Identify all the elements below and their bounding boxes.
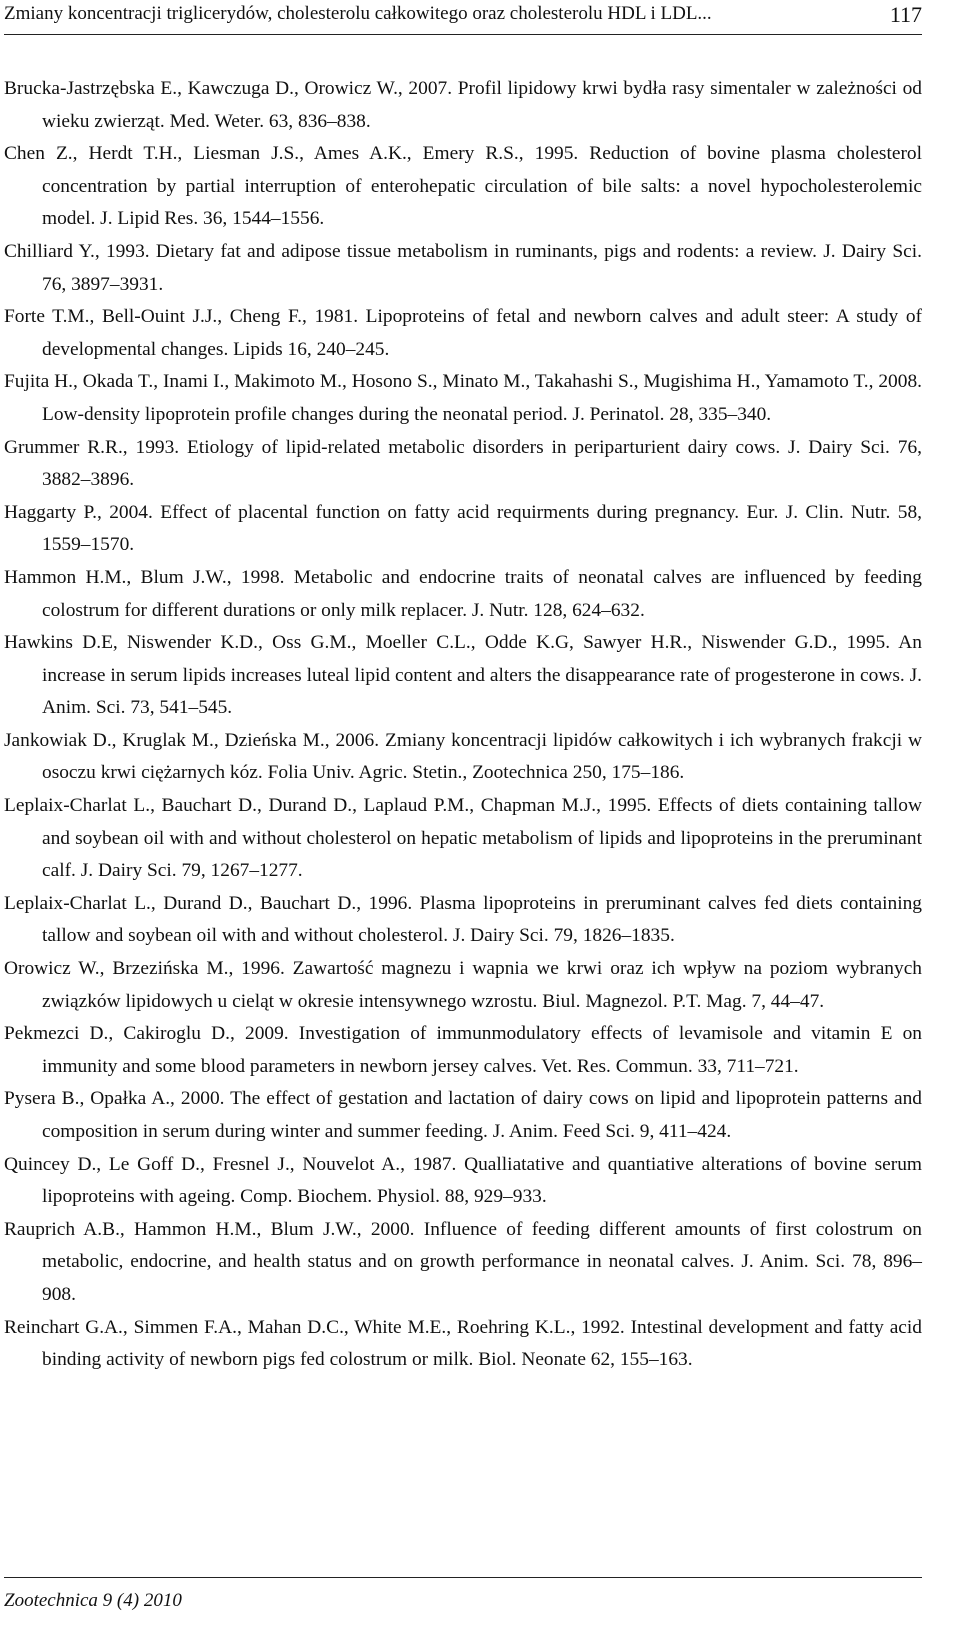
reference-entry: Orowicz W., Brzezińska M., 1996. Zawartość magnezu i wapnia we krwi oraz ich wpływ na poziom wybranych związków lipidowych u cieląt w okresie intensywnego wzrostu. Biul. Magnezol. P.T. Mag. 7, 44–47. [4,958,922,1012]
reference-entry: Hammon H.M., Blum J.W., 1998. Metabolic and endocrine traits of neonatal calves are influenced by feeding colostrum for different durations or only milk replacer. J. Nutr. 128, 624–632. [4,566,922,621]
reference-list [4,73,922,1377]
reference-entry: Reinchart G.A., Simmen F.A., Mahan D.C., White M.E., Roehring K.L., 1992. Intestinal development and fatty acid binding activity of newborn pigs fed colostrum or milk. Biol. Neonate 62, 155–163. [4,1316,922,1371]
running-header [4,0,922,35]
reference-entry: Jankowiak D., Kruglak M., Dzieńska M., 2006. Zmiany koncentracji lipidów całkowitych i ich wybranych frakcji w osoczu krwi ciężarnych kóz. Folia Univ. Agric. Stetin., Zootechnica 250, 175–186. [4,729,922,784]
reference-entry: Forte T.M., Bell-Ouint J.J., Cheng F., 1981. Lipoproteins of fetal and newborn calves and adult steer: A study of developmental changes. Lipids 16, 240–245. [4,306,922,360]
reference-entry: Pysera B., Opałka A., 2000. The effect of gestation and lactation of dairy cows on lipid and lipoprotein patterns and composition in serum during winter and summer feeding. J. Anim. Feed Sci. 9, 411–424. [4,1088,922,1142]
reference-entry: Haggarty P., 2004. Effect of placental function on fatty acid requirments during pregnancy. Eur. J. Clin. Nutr. 58, 1559–1570. [4,501,922,556]
reference-entry: Rauprich A.B., Hammon H.M., Blum J.W., 2000. Influence of feeding different amounts of first colostrum on metabolic, endocrine, and health status and on growth performance in neonatal calves. J. Anim. Sci. 78, 896–908. [4,1218,922,1305]
reference-entry: Fujita H., Okada T., Inami I., Makimoto M., Hosono S., Minato M., Takahashi S., Mugishima H., Yamamoto T., 2008. Low-density lipoprotein profile changes during the neonatal period. J. Perinatol. 28, 335–340. [4,371,922,425]
reference-entry: Leplaix-Charlat L., Bauchart D., Durand D., Laplaud P.M., Chapman M.J., 1995. Effects of diets containing tallow and soybean oil with and without cholesterol on hepatic metabolism of lipids and lipoproteins in the preruminant calf. J. Dairy Sci. 79, 1267–1277. [4,795,922,882]
journal-footer: Zootechnica 9 (4) 2010 [4,1590,182,1611]
reference-entry: Chen Z., Herdt T.H., Liesman J.S., Ames A.K., Emery R.S., 1995. Reduction of bovine plasma cholesterol concentration by partial interruption of enterohepatic circulation of bile salts: a novel hypocholesterolemic model. J. Lipid Res. 36, 1544–1556. [4,143,922,230]
reference-entry: Chilliard Y., 1993. Dietary fat and adipose tissue metabolism in ruminants, pigs and rodents: a review. J. Dairy Sci. 76, 3897–3931. [4,240,922,295]
reference-entry: Leplaix-Charlat L., Durand D., Bauchart D., 1996. Plasma lipoproteins in preruminant calves fed diets containing tallow and soybean oil with and without cholesterol. J. Dairy Sci. 79, 1826–1835. [4,892,922,947]
page-number: 117 [889,2,922,27]
running-title: Zmiany koncentracji triglicerydów, cholesterolu całkowitego oraz cholesterolu HDL i LDL... [4,3,712,24]
reference-entry: Pekmezci D., Cakiroglu D., 2009. Investigation of immunmodulatory effects of levamisole and vitamin E on immunity and some blood parameters in newborn jersey calves. Vet. Res. Commun. 33, 711–721. [4,1023,922,1077]
reference-entry: Hawkins D.E, Niswender K.D., Oss G.M., Moeller C.L., Odde K.G, Sawyer H.R., Niswender G.D., 1995. An increase in serum lipids increases luteal lipid content and alters the disappearance rate of progesterone in cows. J. Anim. Sci. 73, 541–545. [4,632,922,719]
footer-divider [4,1577,922,1578]
reference-entry: Brucka-Jastrzębska E., Kawczuga D., Orowicz W., 2007. Profil lipidowy krwi bydła rasy simentaler w zależności od wieku zwierząt. Med. Weter. 63, 836–838. [4,78,922,132]
reference-entry: Grummer R.R., 1993. Etiology of lipid-related metabolic disorders in periparturient dairy cows. J. Dairy Sci. 76, 3882–3896. [4,436,922,491]
reference-entry: Quincey D., Le Goff D., Fresnel J., Nouvelot A., 1987. Qualliatative and quantiative alterations of bovine serum lipoproteins with ageing. Comp. Biochem. Physiol. 88, 929–933. [4,1153,922,1208]
